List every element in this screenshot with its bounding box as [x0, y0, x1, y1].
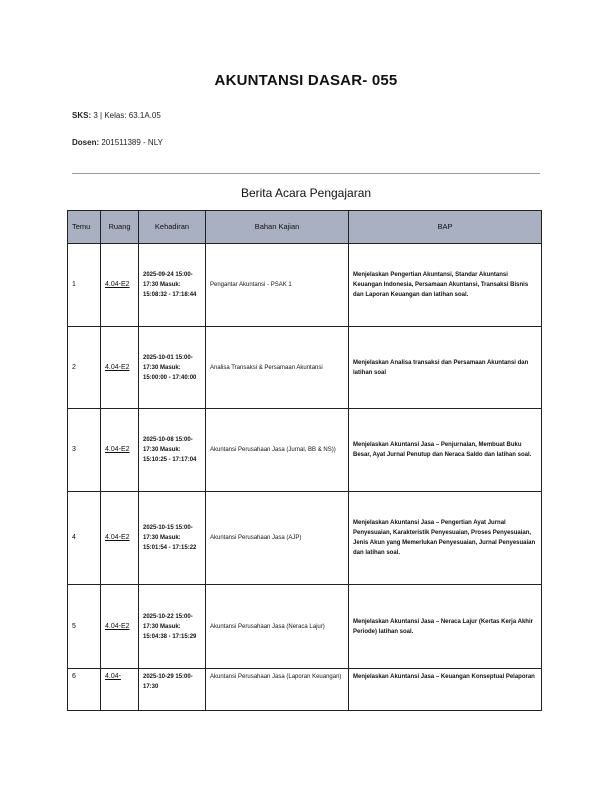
header-ruang: Ruang: [101, 211, 139, 244]
table-row: [68, 585, 542, 669]
cell-temu: 2: [68, 327, 101, 409]
cell-bahan-kajian: Akuntansi Perusahaan Jasa (Neraca Lajur): [206, 585, 349, 669]
lecturer-meta: [72, 138, 163, 147]
cell-bahan-kajian: Akuntansi Perusahaan Jasa (AJP): [206, 492, 349, 585]
cell-kehadiran: 2025-09-24 15:00-17:30 Masuk: 15:08:32 - 17:18:44: [139, 244, 206, 327]
cell-bahan-kajian: Analisa Transaksi & Persamaan Akuntansi: [206, 327, 349, 409]
sks-label: SKS:: [72, 111, 92, 120]
cell-bahan-kajian: Akuntansi Perusahaan Jasa (Jurnal, BB & NS)): [206, 409, 349, 492]
table-row: [68, 327, 542, 409]
header-bahan-kajian: Bahan Kajian: [206, 211, 349, 244]
cell-bap: Menjelaskan Akuntansi Jasa – Keuangan Konseptual Pelaporan: [349, 669, 542, 711]
cell-bap: Menjelaskan Pengertian Akuntansi, Standar Akuntansi Keuangan Indonesia, Persamaan Akuntansi, Transaksi Bisnis dan Laporan Keuangan dan latihan soal.: [349, 244, 542, 327]
cell-bahan-kajian: Pengantar Akuntansi - PSAK 1: [206, 244, 349, 327]
cell-bap: Menjelaskan Akuntansi Jasa – Penjurnalan, Membuat Buku Besar, Ayat Jurnal Penutup dan Neraca Saldo dan latihan soal.: [349, 409, 542, 492]
header-temu: Temu: [68, 211, 101, 244]
cell-temu: 1: [68, 244, 101, 327]
cell-temu: 6: [68, 669, 101, 711]
cell-bap: Menjelaskan Analisa transaksi dan Persamaan Akuntansi dan latihan soal: [349, 327, 542, 409]
cell-temu: 4: [68, 492, 101, 585]
table-row: [68, 669, 542, 711]
table-row: [68, 244, 542, 327]
cell-kehadiran: 2025-10-29 15:00-17:30: [139, 669, 206, 711]
cell-bahan-kajian: Akuntansi Perusahaan Jasa (Laporan Keuangan): [206, 669, 349, 711]
bap-table: [67, 210, 542, 711]
ruang-text: 4.04-E2: [105, 281, 130, 288]
cell-kehadiran: 2025-10-01 15:00-17:30 Masuk: 15:00:00 - 17:40:00: [139, 327, 206, 409]
cell-kehadiran: 2025-10-08 15:00-17:30 Masuk: 15:10:25 - 17:17:04: [139, 409, 206, 492]
header-kehadiran: Kehadiran: [139, 211, 206, 244]
dosen-value: 201511389 - NLY: [101, 138, 163, 147]
cell-temu: 5: [68, 585, 101, 669]
dosen-label: Dosen:: [72, 138, 100, 147]
cell-kehadiran: 2025-10-15 15:00-17:30 Masuk: 15:01:54 - 17:15:22: [139, 492, 206, 585]
cell-bap: Menjelaskan Akuntansi Jasa – Neraca Lajur (Kertas Kerja Akhir Periode) latihan soal.: [349, 585, 542, 669]
header-bap: BAP: [349, 211, 542, 244]
ruang-text: 4.04-E2: [105, 534, 130, 541]
table-row: [68, 492, 542, 585]
course-meta: [72, 111, 161, 120]
cell-ruang: [101, 409, 139, 492]
table-header-row: [68, 211, 542, 244]
ruang-text: 4.04-E2: [105, 363, 130, 371]
section-title: Berita Acara Pengajaran: [240, 186, 372, 200]
ruang-text: 4.04-E2: [105, 446, 130, 453]
sks-value: 3 | Kelas: 63.1A.05: [93, 111, 161, 120]
course-title: AKUNTANSI DASAR- 055: [214, 72, 398, 89]
table-row: [68, 409, 542, 492]
ruang-text: 4.04-: [105, 673, 121, 680]
cell-ruang: [101, 669, 139, 711]
cell-ruang: [101, 585, 139, 669]
cell-ruang: [101, 327, 139, 409]
cell-temu: 3: [68, 409, 101, 492]
ruang-text: 4.04-E2: [105, 622, 130, 630]
header-divider: [72, 173, 540, 174]
cell-ruang: [101, 492, 139, 585]
cell-bap: Menjelaskan Akuntansi Jasa – Pengertian Ayat Jurnal Penyesuaian, Karakteristik Penyesuaian, Proses Penyesuaian, Jenis Akun yang Memerlukan Penyesuaian, Jurnal Penyesuaian dan latihan soal.: [349, 492, 542, 585]
cell-kehadiran: 2025-10-22 15:00-17:30 Masuk: 15:04:38 - 17:15:29: [139, 585, 206, 669]
cell-ruang: [101, 244, 139, 327]
